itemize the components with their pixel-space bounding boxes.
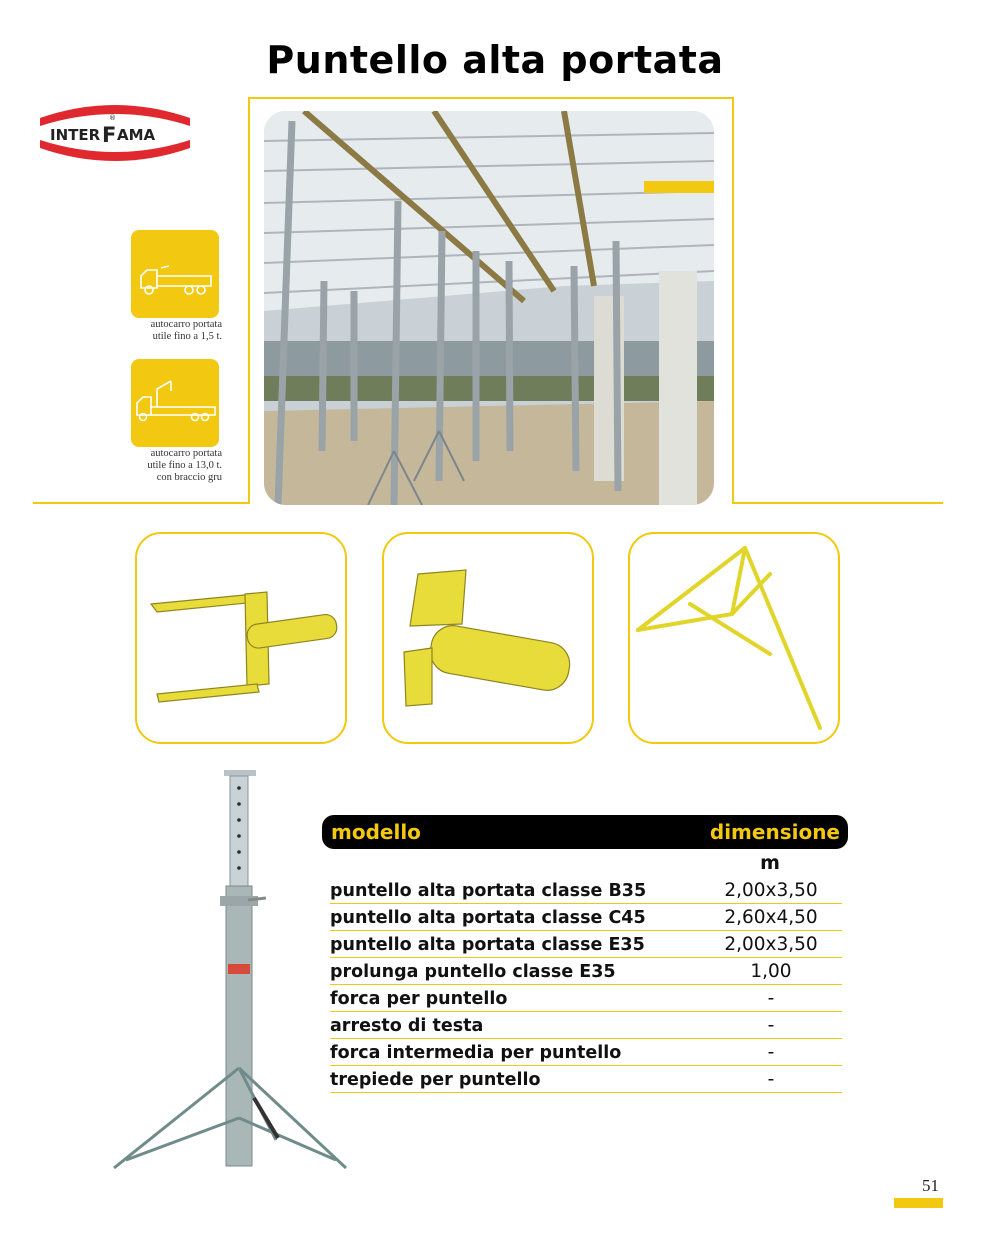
table-row	[330, 984, 842, 1012]
table-row	[330, 1038, 842, 1066]
page-number: 51	[922, 1176, 939, 1195]
table-header	[322, 815, 848, 849]
crane-truck-icon	[131, 359, 219, 447]
shoring-prop-illustration	[106, 768, 356, 1178]
accessory-tripod-image	[628, 532, 840, 744]
row-dim: -	[767, 1042, 775, 1063]
logo-registered: ®	[109, 114, 116, 122]
row-name: puntello alta portata classe B35	[330, 881, 647, 901]
frame-bottom-left-line	[33, 502, 250, 504]
flatbed-truck-badge	[131, 230, 219, 318]
logo-text-a: INTER	[50, 126, 101, 144]
table-row	[330, 1065, 842, 1093]
row-name: puntello alta portata classe E35	[330, 935, 645, 955]
row-name: trepiede per puntello	[330, 1070, 541, 1090]
page-title: Puntello alta portata	[266, 38, 724, 82]
frame-top-line	[248, 97, 734, 99]
flatbed-truck-icon	[131, 230, 219, 318]
frame-bottom-right-line	[732, 502, 943, 504]
table-row	[330, 957, 842, 985]
row-dim: 1,00	[750, 961, 792, 982]
accessory-fork-image	[135, 532, 347, 744]
row-dim: 2,00x3,50	[724, 934, 818, 955]
table-row	[330, 930, 842, 958]
table-row	[330, 876, 842, 904]
frame-right-line	[732, 97, 734, 504]
row-name: prolunga puntello classe E35	[330, 962, 616, 982]
page-number-bar	[894, 1198, 943, 1208]
table-row	[330, 903, 842, 931]
table-row	[330, 1011, 842, 1039]
crane-truck-badge	[131, 359, 219, 447]
row-dim: -	[767, 988, 775, 1009]
dimension-unit: m	[760, 852, 780, 874]
row-name: forca per puntello	[330, 989, 508, 1009]
header-modello: modello	[331, 820, 421, 844]
interfama-logo	[36, 96, 194, 170]
row-dim: -	[767, 1015, 775, 1036]
logo-text-b: F	[102, 123, 117, 147]
header-dimensione: dimensione	[709, 820, 840, 844]
crane-truck-caption: autocarro portata utile fino a 13,0 t. con braccio gru	[147, 448, 222, 483]
row-dim: 2,60x4,50	[724, 907, 818, 928]
flatbed-truck-caption: autocarro portata utile fino a 1,5 t.	[150, 319, 222, 342]
frame-left-line	[248, 97, 250, 504]
row-name: arresto di testa	[330, 1016, 484, 1036]
row-dim: -	[767, 1069, 775, 1090]
row-name: forca intermedia per puntello	[330, 1043, 622, 1063]
logo-text-c: AMA	[117, 126, 156, 144]
accessory-head-stop-image	[382, 532, 594, 744]
row-dim: 2,00x3,50	[724, 880, 818, 901]
row-name: puntello alta portata classe C45	[330, 908, 646, 928]
construction-site-photo	[264, 111, 714, 505]
